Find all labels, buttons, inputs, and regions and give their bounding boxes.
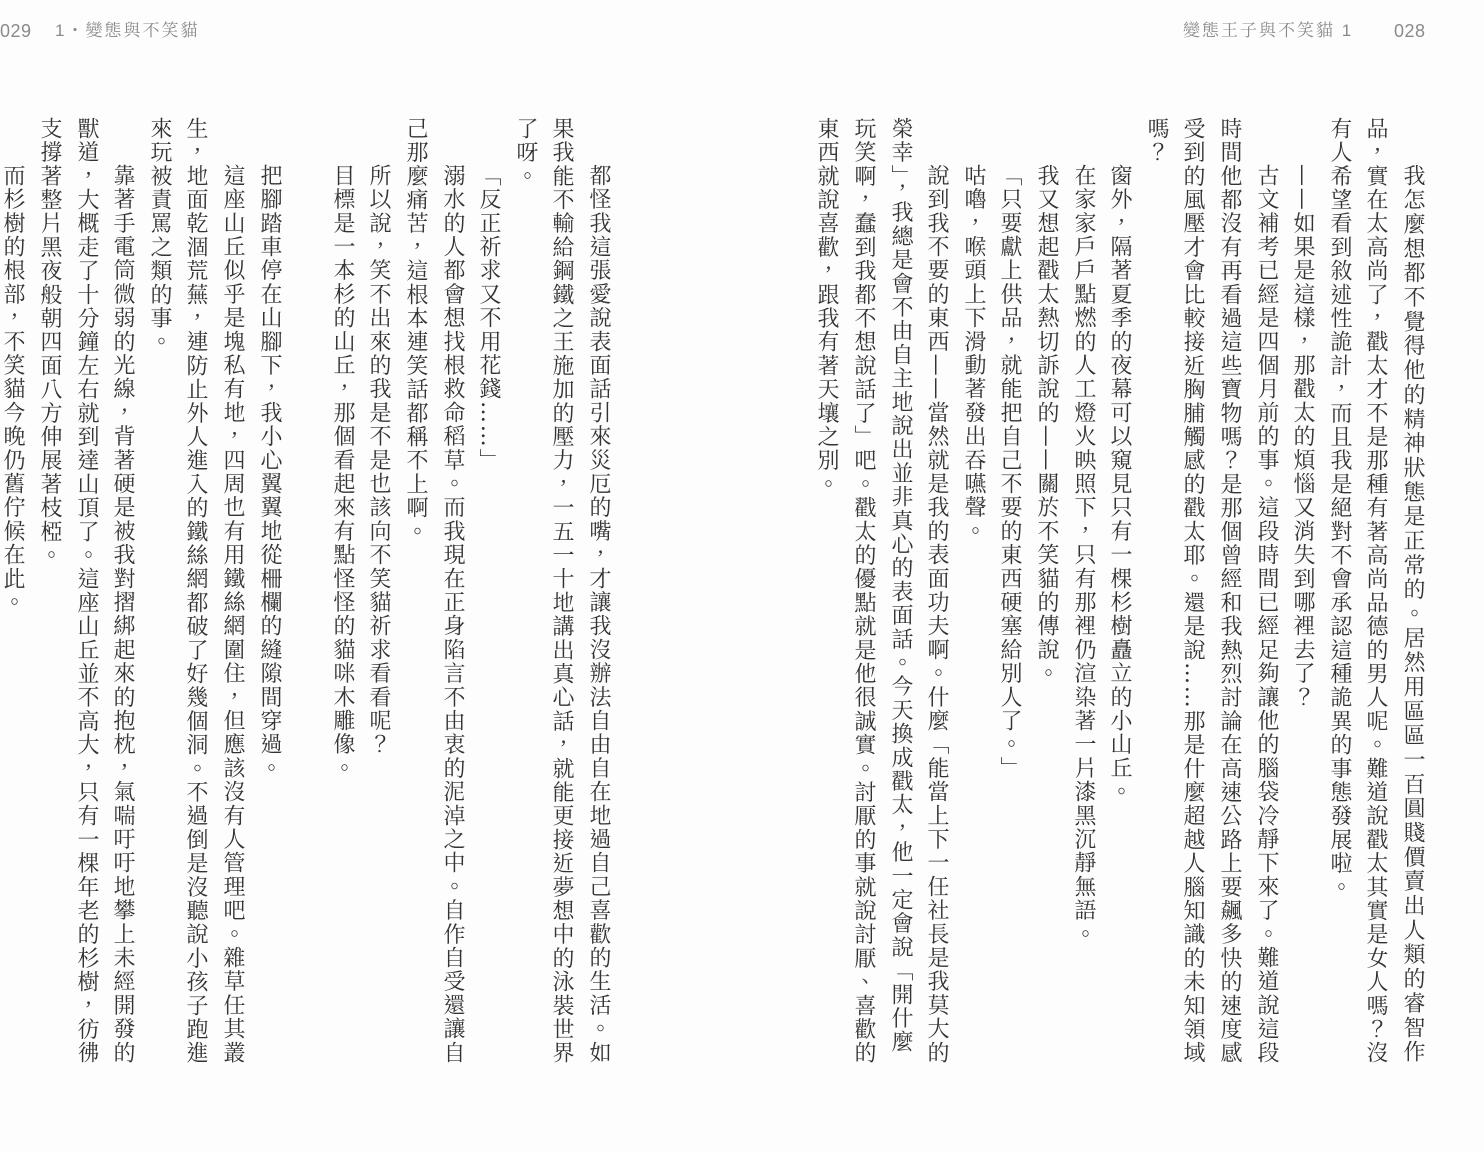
- page-number: 028: [1394, 21, 1426, 41]
- text-line: 所以說，笑不出來的我是不是也該向不笑貓祈求看看呢？: [366, 164, 391, 757]
- text-line: 獸道，大概走了十分鐘左右就到達山頂了。這座山丘並不高大，只有一棵年老的杉樹，彷彿: [74, 117, 99, 1065]
- text-line: 說到我不要的東西——當然就是我的表面功夫啊。什麼「能當上下一任社長是我莫大的: [924, 164, 949, 1065]
- text-line: 古文補考已經是四個月前的事。這段時間已經足夠讓他的腦袋冷靜下來了。難道說這段: [1254, 164, 1279, 1065]
- text-line: 嗎？: [1144, 117, 1169, 165]
- text-line: 支撐著整片黑夜般朝四面八方伸展著枝椏。: [37, 117, 62, 568]
- text-line: 「只要獻上供品，就能把自己不要的東西硬塞給別人了。」: [997, 164, 1022, 781]
- text-line: 窗外，隔著夏季的夜幕可以窺見只有一棵杉樹矗立的小山丘。: [1107, 164, 1132, 805]
- right-page: [742, 0, 1484, 1152]
- text-line: 「反正祈求又不用花錢……」: [476, 164, 501, 473]
- text-line: 品，實在太高尚了，戳太才不是那種有著高尚品德的男人呢。難道說戳太其實是女人嗎？沒: [1363, 117, 1388, 1065]
- text-line: 把腳踏車停在山腳下，我小心翼翼地從柵欄的縫隙間穿過。: [257, 164, 282, 781]
- text-line: 都怪我這張愛說表面話引來災厄的嘴，才讓我沒辦法自由自在地過自己喜歡的生活。如: [586, 164, 611, 1065]
- text-line: 而杉樹的根部，不笑貓今晚仍舊佇候在此。: [0, 164, 25, 615]
- text-line: 咕嚕，喉頭上下滑動著發出吞嚥聲。: [961, 164, 986, 544]
- text-line: 玩笑啊，蠢到我都不想說話了」吧。戳太的優點就是他很誠實。討厭的事就說討厭、喜歡的: [851, 117, 876, 1065]
- text-line: 己那麼痛苦，這根本連笑話都稱不上啊。: [403, 117, 428, 544]
- running-header: 1・變態與不笑貓: [55, 21, 200, 40]
- text-line: 時間他都沒有再看過這些寶物嗎？是那個曾經和我熱烈討論在高速公路上要飆多快的速度感: [1217, 117, 1242, 1065]
- text-line: 目標是一本杉的山丘，那個看起來有點怪怪的貓咪木雕像。: [330, 164, 355, 781]
- text-line: 在家家戶戶點燃的人工燈火映照下，只有那裡仍渲染著一片漆黑沉靜無語。: [1071, 164, 1096, 947]
- text-line: 我怎麼想都不覺得他的精神狀態是正常的。居然用區區一百圓賤價賣出人類的睿智作: [1400, 164, 1425, 1065]
- text-line: 靠著手電筒微弱的光線，背著硬是被我對摺綁起來的抱枕，氣喘吁吁地攀上未經開發的: [110, 164, 135, 1065]
- text-line: 我又想起戳太熱切訴說的——關於不笑貓的傳說。: [1034, 164, 1059, 686]
- text-line: 溺水的人都會想找根救命稻草。而我現在正身陷言不由衷的泥淖之中。自作自受還讓自: [440, 164, 465, 1065]
- text-line: 榮幸」，我總是會不由自主地說出並非真心的表面話。今天換成戳太，他一定會說「開什麼: [888, 117, 913, 1054]
- text-line: 這座山丘似乎是塊私有地，四周也有用鐵絲網圍住，但應該沒有人管理吧。雜草任其叢: [220, 164, 245, 1065]
- text-line: ——如果是這樣，那戳太的煩惱又消失到哪裡去了？: [1290, 164, 1315, 710]
- text-line: 受到的風壓才會比較接近胸脯觸感的戳太耶。還是說……那是什麼超越人腦知識的未知領域: [1180, 117, 1205, 1065]
- text-line: 生，地面乾涸荒蕪，連防止外人進入的鐵絲網都破了好幾個洞。不過倒是沒聽說小孩子跑進: [183, 117, 208, 1065]
- text-line: 果我能不輸給鋼鐵之王施加的壓力，一五一十地講出真心話，就能更接近夢想中的泳裝世界: [549, 117, 574, 1065]
- text-line: 東西就說喜歡，跟我有著天壤之別。: [814, 117, 839, 497]
- running-header: 變態王子與不笑貓 1: [1183, 21, 1354, 40]
- text-line: 了呀。: [513, 117, 538, 189]
- text-line: 有人希望看到敘述性詭計，而且我是絕對不會承認這種詭異的事態發展啦。: [1327, 117, 1352, 900]
- page-number: 029: [0, 21, 32, 41]
- text-line: 來玩被責罵之類的事。: [147, 117, 172, 354]
